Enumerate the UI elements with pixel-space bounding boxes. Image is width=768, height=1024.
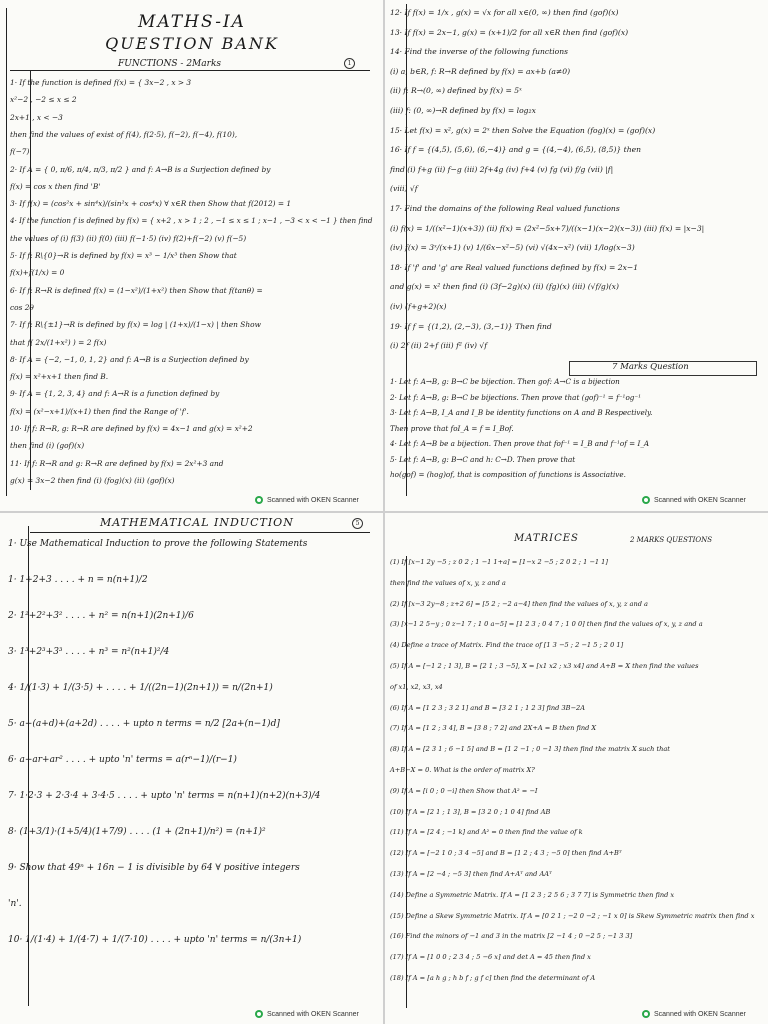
scanner-watermark: Scanned with OKEN Scanner [255,1010,359,1018]
page-title: MATHS-IA [138,12,246,32]
question-line: then find the values of exist of f(4), f(2·5), f(−2), f(−4), f(10), [10,129,238,139]
question-line: 1· 1+2+3 . . . . + n = n(n+1)/2 [8,575,148,585]
question-line: 8· (1+3/1)·(1+5/4)(1+7/9) . . . . (1 + (2n+1)/n²) = (n+1)² [8,827,266,837]
scanner-logo-icon [255,1010,263,1018]
question-line: (18) If A = [a h g ; h b f ; g f c] then find the determinant of A [390,974,596,982]
question-line: 13· If f(x) = 2x−1, g(x) = (x+1)/2 for all x∈R then find (gof)(x) [390,27,629,37]
question-line: 19· If f = {(1,2), (2,−3), (3,−1)} Then find [390,321,552,331]
question-line: 10· If f: R→R, g: R→R are defined by f(x) = 4x−1 and g(x) = x²+2 [10,424,253,433]
question-line: (2) If [x−3 2y−8 ; z+2 6] = [5 2 ; −2 a−4] then find the values of x, y, z and a [390,599,648,608]
question-line: 10· 1/(1·4) + 1/(4·7) + 1/(7·10) . . . . + upto 'n' terms = n/(3n+1) [8,935,302,945]
question-line: 15· Let f(x) = x², g(x) = 2ˣ then Solve the Equation (fog)(x) = (gof)(x) [390,125,656,135]
question-line: 12· If f(x) = 1/x , g(x) = √x for all x∈(0, ∞) then find (gof)(x) [390,8,619,17]
question-line: (4) Define a trace of Matrix. Find the trace of [1 3 −5 ; 2 −1 5 ; 2 0 1] [390,641,624,650]
question-line: 2· Let f: A→B, g: B→C be bijections. Then prove that (gof)⁻¹ = f⁻¹og⁻¹ [390,392,642,402]
question-line: 2· If A = { 0, π/6, π/4, π/3, π/2 } and f: A→B is a Surjection defined by [10,164,271,174]
rule-line [30,532,370,533]
question-line: 9· If A = {1, 2, 3, 4} and f: A→R is a function defined by [10,389,220,399]
page-induction [0,512,384,1024]
question-line: 1· Use Mathematical Induction to prove the following Statements [8,539,308,549]
question-line: (ii) f: R→(0, ∞) defined by f(x) = 5ˣ [390,86,522,96]
question-line: 11· If f: R→R and g: R→R are defined by f(x) = 2x²+3 and [10,458,224,468]
question-line: (i) a, b∈R, f: R→R defined by f(x) = ax+b (a≠0) [390,66,571,76]
question-line: 6· If f: R→R is defined f(x) = (1−x²)/(1+x²) then Show that f(tanθ) = [10,285,263,295]
question-line: 5· Let f: A→B, g: B→C and h: C→D. Then prove that [390,454,576,464]
rule-line [10,70,370,71]
section-heading: 7 Marks Question [612,362,689,372]
question-line: Then prove that foI_A = f = I_Bof. [390,423,514,433]
question-line: (6) If A = [1 2 3 ; 3 2 1] and B = [3 2 1 ; 1 2 3] find 3B−2A [390,703,586,712]
question-line: 6· a+ar+ar² . . . . + upto 'n' terms = a(rⁿ−1)/(r−1) [8,755,237,765]
question-line: 16· If f = {(4,5), (5,6), (6,−4)} and g = {(4,−4), (6,5), (8,5)} then [390,145,641,155]
question-line: 14· Find the inverse of the following functions [390,47,568,57]
question-line: find (i) f+g (ii) f−g (iii) 2f+4g (iv) f+4 (v) fg (vi) f/g (vii) |f| [390,164,614,174]
question-line: 4· Let f: A→B be a bijection. Then prove that fof⁻¹ = I_B and f⁻¹of = I_A [390,439,650,448]
question-line: (viii) √f [390,184,418,194]
question-line: ho(gof) = (hog)of, that is composition of functions is Associative. [390,470,626,479]
question-line: 5· If f: R\{0}→R is defined by f(x) = x³ − 1/x³ then Show that [10,251,237,260]
question-line: 1· Let f: A→B, g: B→C be bijection. Then gof: A→C is a bijection [390,377,620,386]
question-line: (1) If [x−1 2y −5 ; z 0 2 ; 1 −1 1+a] = [1−x 2 −5 ; 2 0 2 ; 1 −1 1] [390,558,608,566]
question-line: (9) If A = [i 0 ; 0 −i] then Show that A² = −I [390,786,538,795]
page-margin-line [6,8,7,496]
scanner-watermark: Scanned with OKEN Scanner [642,496,746,504]
page-title: MATRICES [514,533,579,544]
question-line: 3· If f(x) = (cos²x + sin⁴x)/(sin²x + cos⁴x) ∀ x∈R then Show that f(2012) = 1 [10,199,292,209]
question-line: of x1, x2, x3, x4 [390,682,443,691]
question-line: (8) If A = [2 3 1 ; 6 −1 5] and B = [1 2 −1 ; 0 −1 3] then find the matrix X such that [390,745,670,754]
question-line: 8· If A = {−2, −1, 0, 1, 2} and f: A→B is a Surjection defined by [10,354,249,364]
question-line: then find (i) (gof)(x) [10,441,85,451]
question-line: 4· 1/(1·3) + 1/(3·5) + . . . . + 1/((2n−1)(2n+1)) = n/(2n+1) [8,683,273,693]
question-line: f(x) = (x²−x+1)/(x+1) then find the Range of 'f'. [10,406,189,416]
question-line: 17· Find the domains of the following Real valued functions [390,204,620,213]
question-line: that f( 2x/(1+x²) ) = 2 f(x) [10,337,107,347]
question-line: (iii) f: (0, ∞)→R defined by f(x) = log₂x [390,106,536,115]
question-line: 3· Let f: A→B, I_A and I_B be identity functions on A and B Respectively. [390,408,653,417]
question-line: (3) [x−1 2 5−y ; 0 z−1 7 ; 1 0 a−5] = [1 2 3 ; 0 4 7 ; 1 0 0] then find the values of x, y, z and a [390,620,703,629]
page-matrices [384,512,768,1024]
page-subtitle: QUESTION BANK [105,34,279,53]
scanner-logo-icon [642,1010,650,1018]
question-line: x²−2 , −2 ≤ x ≤ 2 [10,95,77,105]
page-functions-2 [384,0,768,512]
question-line: (10) If A = [2 1 ; 1 3], B = [3 2 0 ; 1 0 4] find AB [390,807,551,816]
question-line: f(x) = x²+x+1 then find B. [10,372,109,382]
question-line: 18· If 'f' and 'g' are Real valued functions defined by f(x) = 2x−1 [390,262,639,272]
question-line: 7· If f: R\{±1}→R is defined by f(x) = log | (1+x)/(1−x) | then Show [10,320,261,330]
question-line: 4· If the function f is defined by f(x) = { x+2 , x > 1 ; 2 , −1 ≤ x ≤ 1 ; x−1 , −3 < x < −1 } then find [10,216,373,226]
question-line: A+B−X = 0. What is the order of matrix X? [390,766,535,774]
question-line: then find the values of x, y, z and a [390,578,506,587]
question-line: (iv) f(x) = 3ˣ/(x+1) (v) 1/(6x−x²−5) (vi) √(4x−x²) (vii) 1/log(x−3) [390,243,635,253]
question-line: (13) If A = [2 −4 ; −5 3] then find A+Aᵀ and AAᵀ [390,870,552,878]
question-line: (7) If A = [1 2 ; 3 4], B = [3 8 ; 7 2] and 2X+A = B then find X [390,724,597,733]
page-number: 1 [344,58,355,69]
question-line: (14) Define a Symmetric Matrix. If A = [1 2 3 ; 2 5 6 ; 3 7 7] is Symmetric then find x [390,890,675,899]
question-line: (12) If A = [−2 1 0 ; 3 4 −5] and B = [1 2 ; 4 3 ; −5 0] then find A+Bᵀ [390,849,622,858]
panel-divider [0,511,768,513]
question-line: and g(x) = x² then find (i) (3f−2g)(x) (ii) (fg)(x) (iii) (√f/g)(x) [390,282,619,292]
section-heading: FUNCTIONS - 2Marks [118,59,222,69]
page-margin-line [28,526,29,1006]
question-line: (iv) (f+g+2)(x) [390,302,447,311]
question-line: (11) If A = [2 4 ; −1 k] and A² = 0 then find the value of k [390,828,583,837]
question-line: (16) Find the minors of −1 and 3 in the matrix [2 −1 4 ; 0 −2 5 ; −1 3 3] [390,932,633,941]
question-line: 9· Show that 49ⁿ + 16n − 1 is divisible by 64 ∀ positive integers [8,863,300,873]
question-line: (i) f(x) = 1/((x²−1)(x+3)) (ii) f(x) = (2x²−5x+7)/((x−1)(x−2)(x−3)) (iii) f(x) = |x−3| [390,223,705,233]
question-line: (17) If A = [1 0 0 ; 2 3 4 ; 5 −6 x] and det A = 45 then find x [390,953,591,962]
page-functions-1 [0,0,384,512]
question-line: the values of (i) f(3) (ii) f(0) (iii) f(−1·5) (iv) f(2)+f(−2) (v) f(−5) [10,233,247,243]
page-title: MATHEMATICAL INDUCTION [100,516,294,529]
question-line: f(−7) [10,147,30,157]
question-line: (i) 2f (ii) 2+f (iii) f² (iv) √f [390,341,488,351]
question-line: 7· 1·2·3 + 2·3·4 + 3·4·5 . . . . + upto 'n' terms = n(n+1)(n+2)(n+3)/4 [8,791,321,801]
question-line: 1· If the function is defined f(x) = { 3x−2 , x > 3 [10,78,192,87]
question-line: f(x)+f(1/x) = 0 [10,268,65,278]
question-line: 3· 1³+2³+3³ . . . . + n³ = n²(n+1)²/4 [8,647,170,657]
page-number: 5 [352,518,363,529]
question-line: 'n'. [8,899,22,909]
scanner-logo-icon [255,496,263,504]
scanner-watermark: Scanned with OKEN Scanner [642,1010,746,1018]
section-heading: 2 MARKS QUESTIONS [630,536,713,544]
question-line: 2x+1 , x < −3 [10,112,63,122]
question-line: 5· a+(a+d)+(a+2d) . . . . + upto n terms = n/2 [2a+(n−1)d] [8,719,280,729]
question-line: cos 2θ [10,302,34,312]
question-line: f(x) = cos x then find 'B' [10,181,101,191]
question-line: 2· 1²+2²+3² . . . . + n² = n(n+1)(2n+1)/6 [8,611,194,621]
question-line: g(x) = 3x−2 then find (i) (fog)(x) (ii) (gof)(x) [10,475,175,485]
question-line: (15) Define a Skew Symmetric Matrix. If A = [0 2 1 ; −2 0 −2 ; −1 x 0] is Skew Symmetric matrix then find x [390,911,755,920]
question-line: (5) If A = [−1 2 ; 1 3], B = [2 1 ; 3 −5], X = [x1 x2 ; x3 x4] and A+B = X then find the values [390,662,699,670]
scanner-watermark: Scanned with OKEN Scanner [255,496,359,504]
scanner-logo-icon [642,496,650,504]
